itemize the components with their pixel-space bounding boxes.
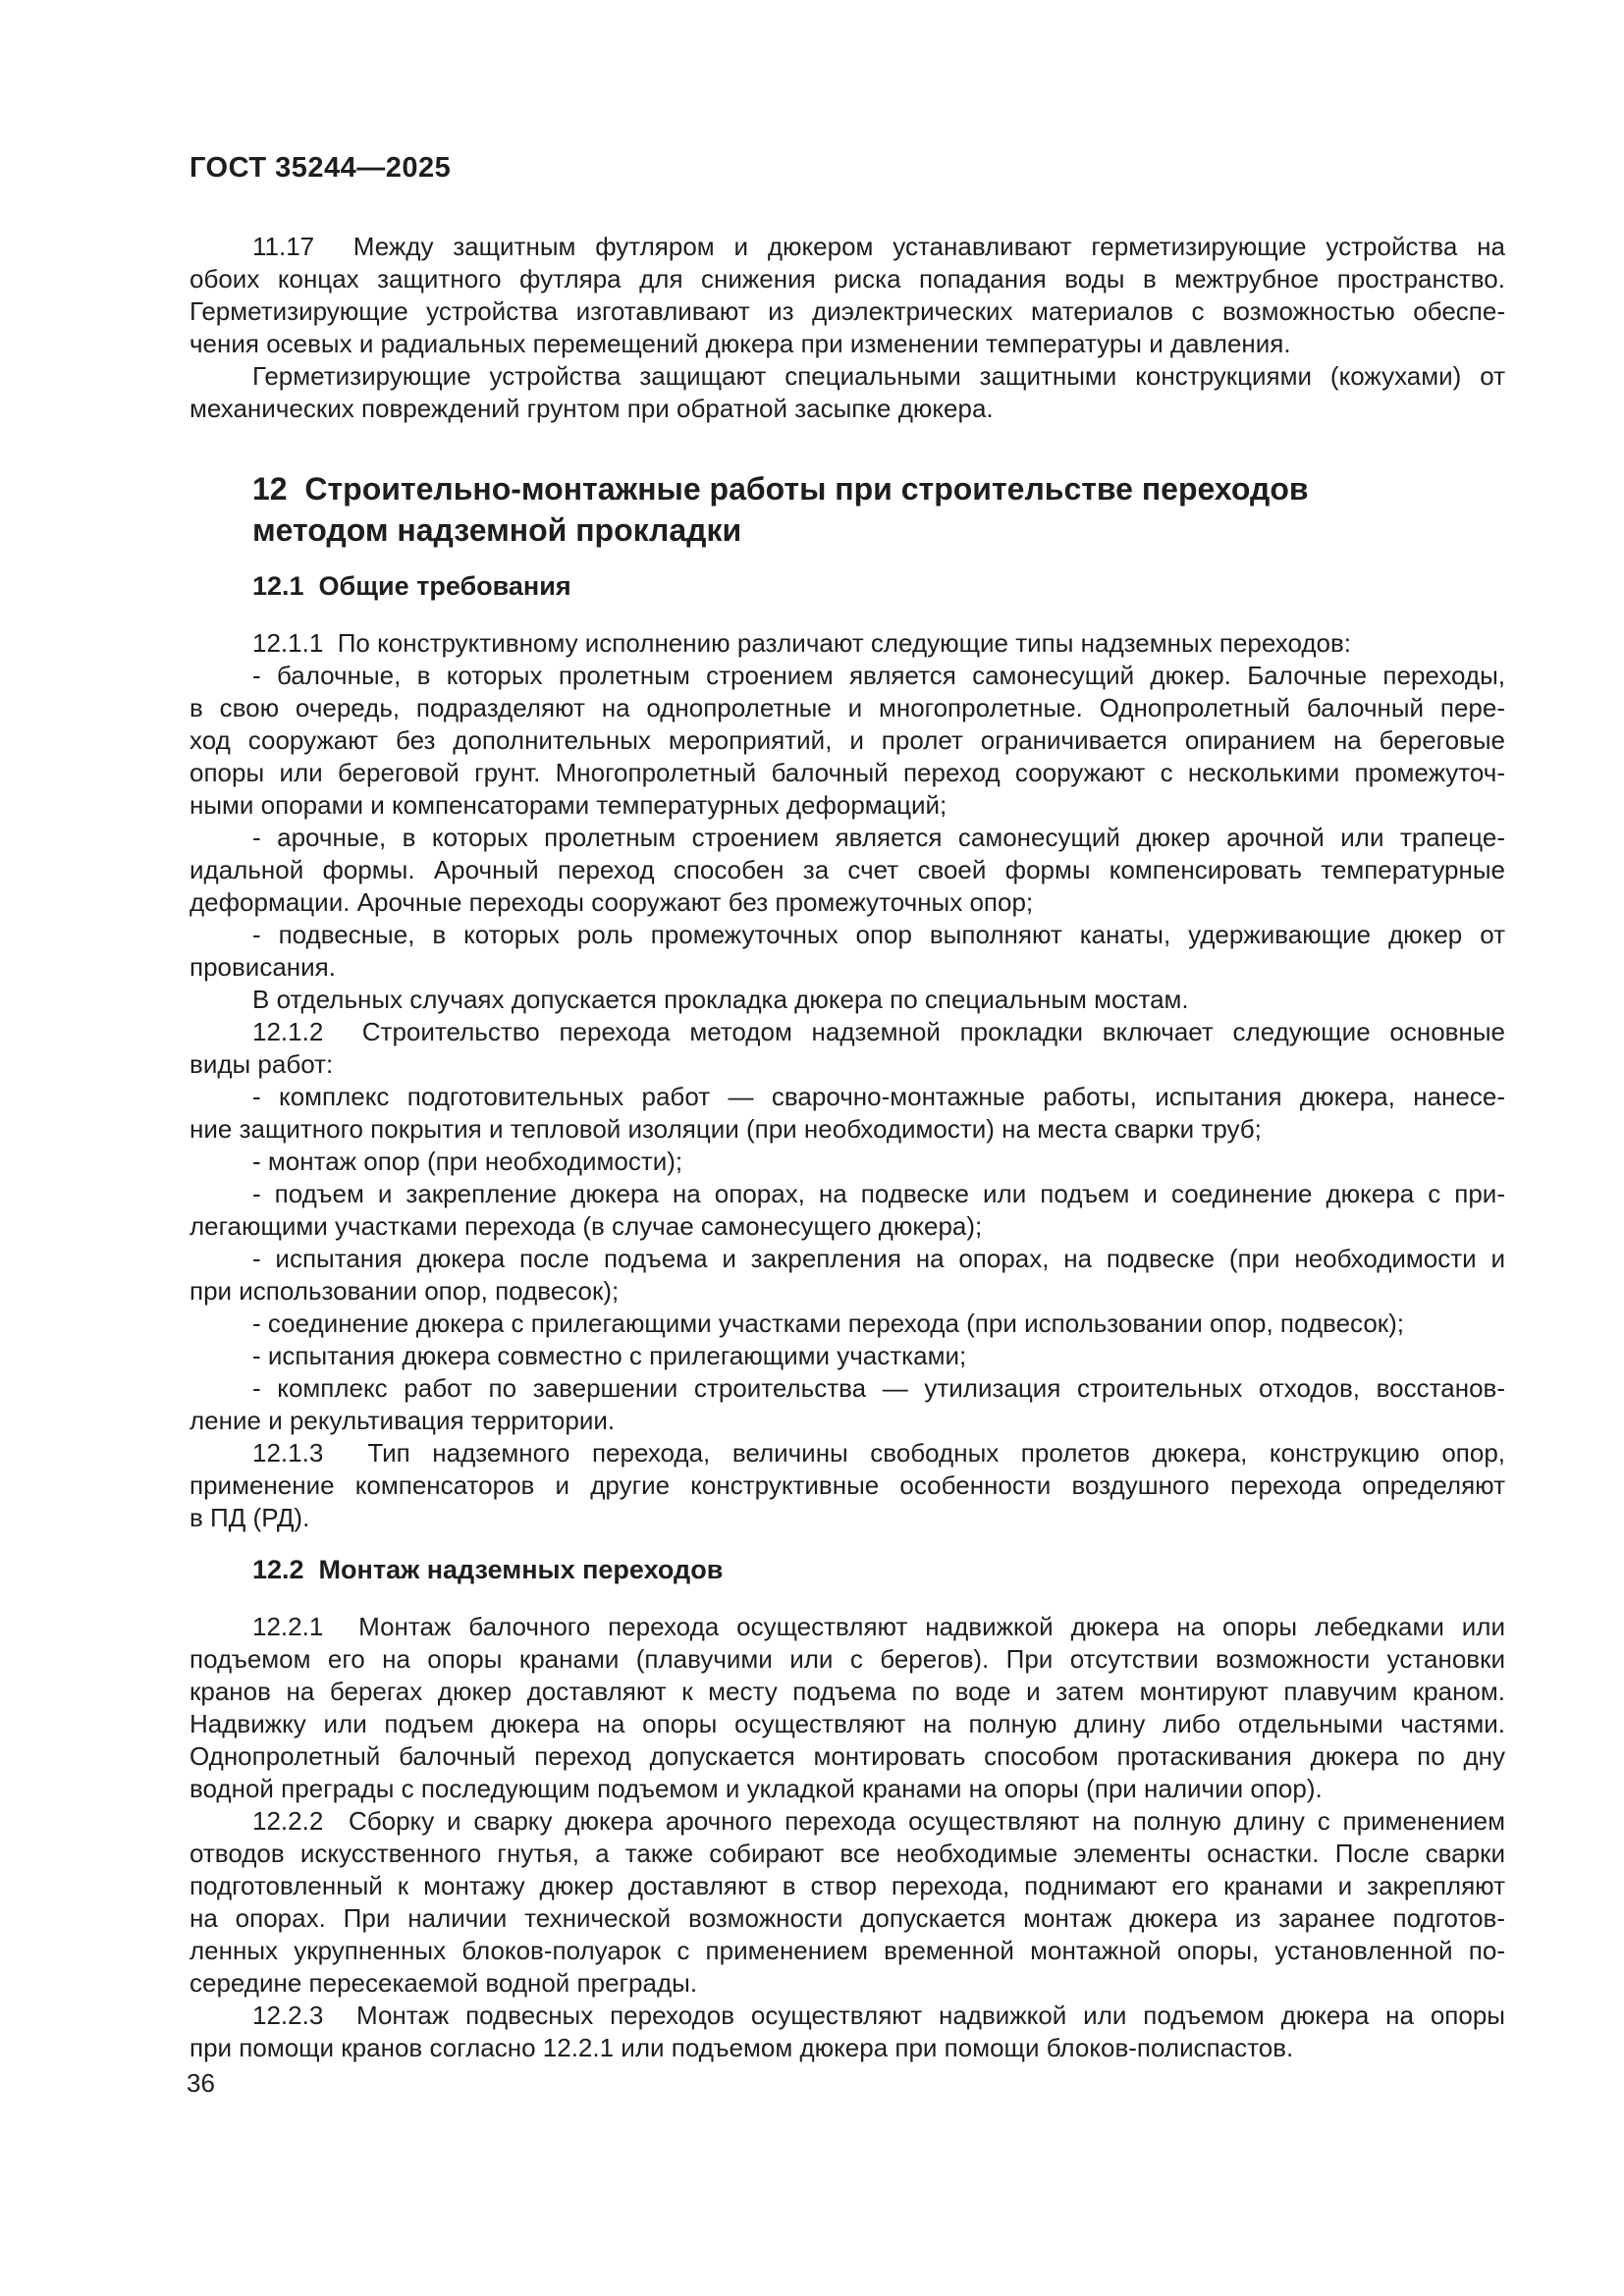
text-line: ление и рекультивация территории.	[189, 1406, 616, 1435]
paragraph	[189, 627, 1505, 660]
text-line: легающими участками перехода (в случае самонесущего дюкера);	[189, 1211, 983, 1241]
text-line: 11.17 Между защитным футляром и дюкером устанавливают герметизирующие устройства на	[252, 232, 1505, 261]
text-line: - балочные, в которых пролетным строением является самонесущий дюкер. Балочные переходы,	[252, 661, 1505, 690]
text-line: В отдельных случаях допускается прокладка дюкера по специальным мостам.	[252, 985, 1189, 1014]
text-line: - испытания дюкера совместно с прилегающими участками;	[252, 1341, 967, 1370]
page-number: 36	[187, 2068, 215, 2098]
paragraph	[189, 1340, 1505, 1372]
paragraph	[189, 1178, 1505, 1243]
section-heading	[189, 468, 1505, 551]
text-line: Надвижку или подъем дюкера на опоры осуществляют на полную длину либо отдельными частями.	[189, 1709, 1505, 1738]
text-line: подъемом его на опоры кранами (плавучими или с берегов). При отсутствии возможности установки	[189, 1644, 1505, 1674]
text-line: 12.2.3 Монтаж подвесных переходов осуществляют надвижкой или подъемом дюкера на опоры	[252, 2001, 1505, 2030]
text-line: - испытания дюкера после подъема и закрепления на опорах, на подвеске (при необходимости и	[252, 1244, 1505, 1273]
heading-line: 12.2 Монтаж надземных переходов	[252, 1555, 724, 1584]
paragraph	[189, 360, 1505, 425]
subsection-heading	[189, 1554, 1505, 1586]
text-line: виды работ:	[189, 1049, 334, 1079]
paragraph	[189, 919, 1505, 984]
paragraph	[189, 822, 1505, 919]
text-line: механических повреждений грунтом при обратной засыпке дюкера.	[189, 394, 994, 423]
text-line: ход сооружают без дополнительных мероприятий, и пролет ограничивается опиранием на береговые	[189, 725, 1505, 755]
text-line: применение компенсаторов и другие конструктивные особенности воздушного перехода определяют	[189, 1470, 1505, 1500]
text-line: чения осевых и радиальных перемещений дюкера при изменении температуры и давления.	[189, 329, 1291, 358]
text-line: Однопролетный балочный переход допускается монтировать способом протаскивания дюкера по дну	[189, 1741, 1505, 1771]
subsection-heading	[189, 570, 1505, 603]
paragraph	[189, 1805, 1505, 2000]
text-line: подготовленный к монтажу дюкер доставляют в створ перехода, поднимают его кранами и закрепляют	[189, 1871, 1505, 1900]
text-line: в ПД (РД).	[189, 1503, 310, 1532]
paragraph	[189, 660, 1505, 822]
text-line: середине пересекаемой водной преграды.	[189, 1968, 698, 1998]
text-line: ние защитного покрытия и тепловой изоляции (при необходимости) на места сварки труб;	[189, 1114, 1262, 1144]
paragraph	[189, 1016, 1505, 1081]
heading-line: 12.1 Общие требования	[252, 571, 571, 601]
text-line: на опорах. При наличии технической возможности допускается монтаж дюкера из заранее подготов-	[189, 1903, 1505, 1933]
text-line: 12.1.1 По конструктивному исполнению различают следующие типы надземных переходов:	[252, 628, 1352, 658]
text-line: Герметизирующие устройства изготавливают из диэлектрических материалов с возможностью обеспе-	[189, 296, 1505, 326]
paragraph	[189, 1146, 1505, 1178]
paragraph	[189, 2000, 1505, 2064]
text-line: обоих концах защитного футляра для снижения риска попадания воды в межтрубное пространство.	[189, 264, 1505, 294]
heading-line: методом надземной прокладки	[252, 512, 742, 548]
text-line: - арочные, в которых пролетным строением является самонесущий дюкер арочной или трапеце-	[252, 823, 1505, 852]
text-line: - комплекс работ по завершении строительства — утилизация строительных отходов, восстанов-	[252, 1373, 1505, 1403]
text-line: - подъем и закрепление дюкера на опорах, на подвеске или подъем и соединение дюкера с при-	[252, 1179, 1505, 1208]
text-line: провисания.	[189, 952, 336, 982]
text-line: кранов на берегах дюкер доставляют к месту подъема по воде и затем монтируют плавучим краном.	[189, 1677, 1505, 1706]
paragraph	[189, 1308, 1505, 1340]
text-line: ными опорами и компенсаторами температурных деформаций;	[189, 790, 947, 820]
document-body	[189, 231, 1505, 2064]
paragraph	[189, 1243, 1505, 1308]
text-line: 12.1.2 Строительство перехода методом надземной прокладки включает следующие основные	[252, 1017, 1505, 1046]
text-line: 12.2.1 Монтаж балочного перехода осуществляют надвижкой дюкера на опоры лебедками или	[252, 1612, 1505, 1641]
text-line: водной преграды с последующим подъемом и укладкой кранами на опоры (при наличии опор).	[189, 1774, 1323, 1803]
document-code-header: ГОСТ 35244—2025	[189, 152, 452, 184]
paragraph	[189, 231, 1505, 360]
text-line: Герметизирующие устройства защищают специальными защитными конструкциями (кожухами) от	[252, 361, 1505, 391]
text-line: 12.1.3 Тип надземного перехода, величины свободных пролетов дюкера, конструкцию опор,	[252, 1438, 1505, 1468]
text-line: - монтаж опор (при необходимости);	[252, 1147, 683, 1176]
paragraph	[189, 1372, 1505, 1437]
text-line: ленных укрупненных блоков-полуарок с применением временной монтажной опоры, установленной по-	[189, 1936, 1505, 1965]
heading-line: 12 Строительно-монтажные работы при строительстве переходов	[252, 471, 1309, 507]
paragraph	[189, 984, 1505, 1016]
text-line: при использовании опор, подвесок);	[189, 1276, 620, 1306]
paragraph	[189, 1081, 1505, 1146]
text-line: 12.2.2 Сборку и сварку дюкера арочного перехода осуществляют на полную длину с применением	[252, 1806, 1505, 1836]
text-line: опоры или береговой грунт. Многопролетный балочный переход сооружают с несколькими промежуточ-	[189, 758, 1505, 787]
text-line: при помощи кранов согласно 12.2.1 или подъемом дюкера при помощи блоков-полиспастов.	[189, 2033, 1294, 2062]
paragraph	[189, 1611, 1505, 1805]
text-line: в свою очередь, подразделяют на однопролетные и многопролетные. Однопролетный балочный пере-	[189, 693, 1505, 722]
text-line: отводов искусственного гнутья, а также собирают все необходимые элементы оснастки. После сварки	[189, 1839, 1505, 1868]
paragraph	[189, 1437, 1505, 1534]
text-line: - комплекс подготовительных работ — сварочно-монтажные работы, испытания дюкера, нанесе-	[252, 1082, 1505, 1111]
text-line: - соединение дюкера с прилегающими участками перехода (при использовании опор, подвесок);	[252, 1308, 1405, 1338]
text-line: - подвесные, в которых роль промежуточных опор выполняют канаты, удерживающие дюкер от	[252, 920, 1505, 949]
text-line: идальной формы. Арочный переход способен за счет своей формы компенсировать температурные	[189, 855, 1505, 884]
text-line: деформации. Арочные переходы сооружают без промежуточных опор;	[189, 887, 1034, 917]
